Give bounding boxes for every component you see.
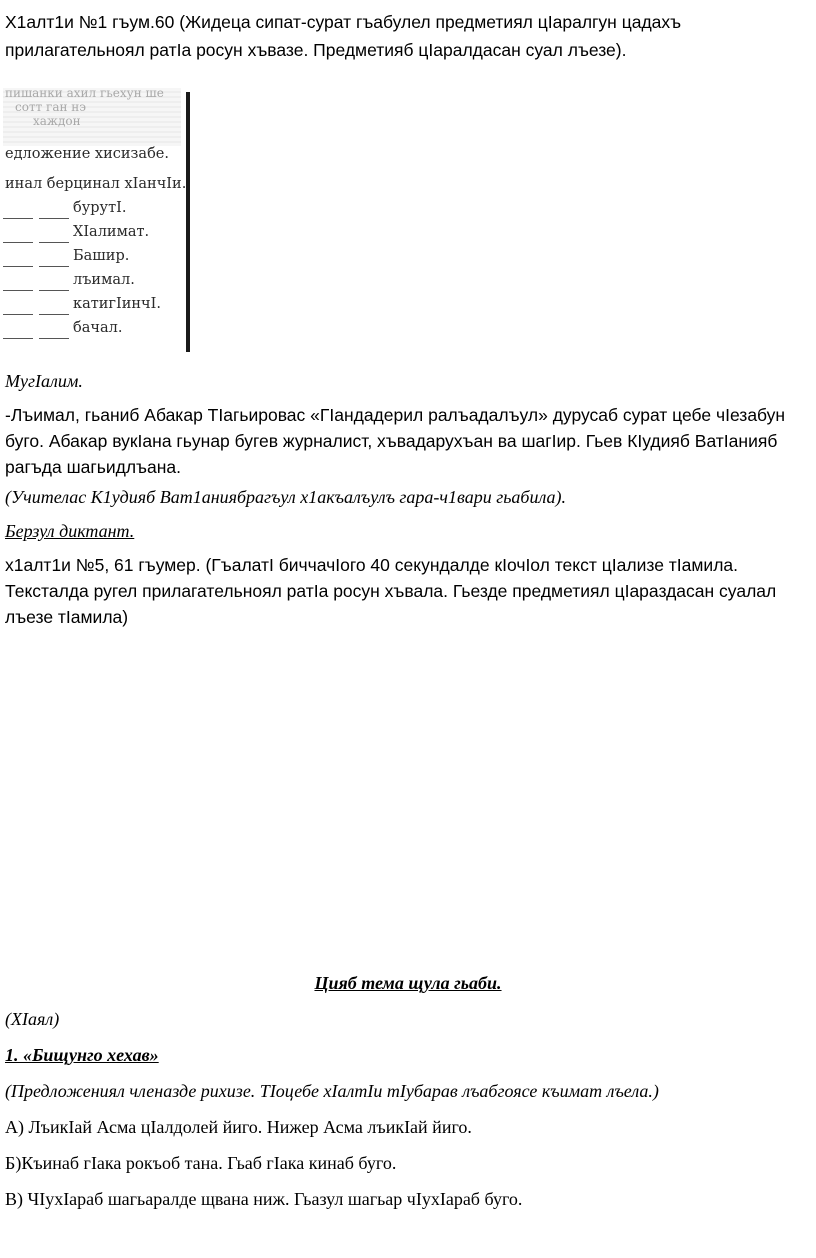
dictation-label: Берзул диктант. <box>5 521 135 541</box>
scan-faded-line: сотт ган нэ <box>15 100 87 114</box>
teacher-label: МугІалим. <box>5 371 83 391</box>
scan-blank <box>39 242 69 243</box>
scan-line: едложение хисизабе. <box>5 146 169 162</box>
scan-blank <box>3 290 33 291</box>
scan-blank <box>39 218 69 219</box>
scan-line: бачал. <box>73 320 123 336</box>
scan-blank <box>3 266 33 267</box>
scan-line: бурутІ. <box>73 200 127 216</box>
scan-blank <box>3 242 33 243</box>
scan-blank <box>3 338 33 339</box>
scan-blank <box>39 338 69 339</box>
scan-blank <box>39 314 69 315</box>
scan-blank <box>39 290 69 291</box>
scan-line: ХІалимат. <box>73 224 150 240</box>
exercise-item-a: А) ЛъикІай Асма цІалдолей йиго. Нижер Асма лъикІай йиго. <box>5 1117 472 1137</box>
scan-faded-line: хаждон <box>33 114 81 128</box>
scan-line: инал берцинал хІанчІи. <box>5 176 187 192</box>
task-1-text: Х1алт1и №1 гъум.60 (Жидеца сипат-сурат гъабулел предметиял цІаралгун цадахъ прилагательноял ратІа росун хъвазе. Предметияб цІаралдасан суал лъезе). <box>5 12 682 60</box>
scan-blank <box>3 314 33 315</box>
exercise-5-text: х1алт1и №5, 61 гъумер. (ГъалатІ биччачІого 40 секундалде кІочІол текст цІализе тІамила. Тексталда ругел прилагательноял ратІа росун хъвала. Гьезде предметиял цІараздасан суалал лъезе тІамила) <box>5 555 777 627</box>
game-title: 1. «Бищунго хехав» <box>5 1045 159 1065</box>
scanned-worksheet-image <box>3 88 191 354</box>
scan-vertical-rule <box>186 92 190 352</box>
topic-title: Цияб тема щула гьаби. <box>314 973 502 993</box>
scan-line: Башир. <box>73 248 130 264</box>
scan-line: лъимал. <box>73 272 135 288</box>
teacher-note: (Учителас К1удияб Ват1аниябрагъул х1акъалъулъ гара-ч1вари гьабила). <box>5 487 567 507</box>
scan-blank <box>3 218 33 219</box>
exercise-item-b: Б)Къинаб гІака рокъоб тана. Гьаб гІака кинаб буго. <box>5 1153 397 1173</box>
scan-faded-line: пишанки ахил гьехун ше <box>5 88 164 100</box>
scan-line: катигІинчІ. <box>73 296 161 312</box>
exercise-item-v: В) ЧІухІараб шагьаралде щвана ниж. Гьазул шагьар чІухІараб буго. <box>5 1189 523 1209</box>
hayal-label: (ХІаял) <box>5 1009 60 1029</box>
scan-blank <box>39 266 69 267</box>
game-instructions: (Предложениял членазде рихизе. ТІоцебе хІалтІи тІубарав лъабгоясе къимат лъела.) <box>5 1081 659 1101</box>
teacher-speech: -Лъимал, гьаниб Абакар ТІагьировас «ГІандадерил ралъадалъул» дурусаб сурат цебе чІезабун буго. Абакар вукІана гьунар бугев журналист, хъвадарухъан ва шагІир. Гьев КІудияб ВатІанияб рагъда шагьидлъана. <box>5 405 786 477</box>
